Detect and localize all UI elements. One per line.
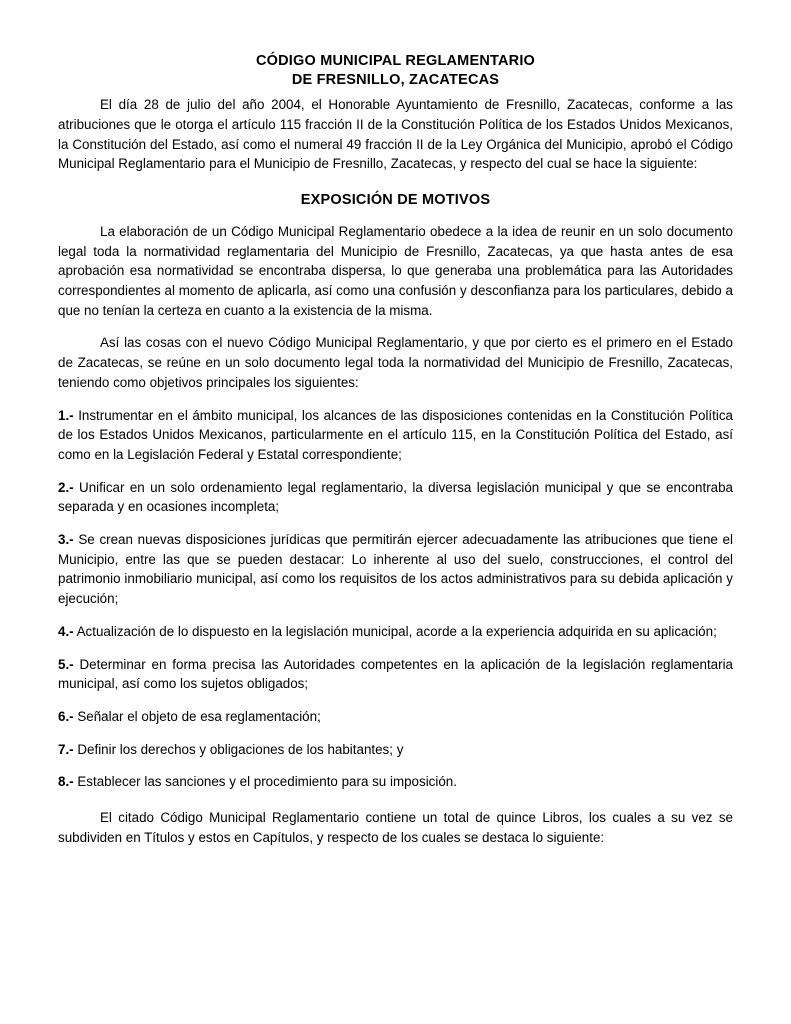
objective-text: Señalar el objeto de esa reglamentación;: [73, 708, 321, 724]
objective-item: [58, 622, 733, 642]
page-title: [58, 52, 733, 89]
objective-text: Determinar en forma precisa las Autoridades competentes en la aplicación de la legislación reglamentaria municipal, así como los sujetos obligados;: [58, 656, 733, 692]
objective-text: Se crean nuevas disposiciones jurídicas que permitirán ejercer adecuadamente las atribuciones que tiene el Municipio, entre las que se pueden destacar: Lo inherente al uso del suelo, construcciones, el control del patrimonio inmobiliario municipal, así como los requisitos de los actos administrativos para su debida aplicación y ejecución;: [58, 532, 733, 607]
objective-number: 6.-: [58, 708, 74, 724]
objective-number: 7.-: [58, 741, 74, 757]
objective-text: Establecer las sanciones y el procedimiento para su imposición.: [73, 774, 457, 790]
objective-text: Instrumentar en el ámbito municipal, los alcances de las disposiciones contenidas en la Constitución Política de los Estados Unidos Mexicanos, particularmente en el artículo 115, en la Constitución Política del Estado, así como en la Legislación Federal y Estatal correspondiente;: [58, 407, 733, 462]
objective-item: [58, 655, 733, 694]
objective-text: Unificar en un solo ordenamiento legal reglamentario, la diversa legislación municipal y que se encontraba separada y en ocasiones incompleta;: [58, 479, 733, 515]
objective-number: 1.-: [58, 407, 74, 423]
paragraph-1: La elaboración de un Código Municipal Reglamentario obedece a la idea de reunir en un solo documento legal toda la normatividad reglamentaria del Municipio de Fresnillo, Zacatecas, ya que hasta antes de esa aprobación esa normatividad se encontraba dispersa, lo que generaba una problemática para las Autoridades correspondientes al momento de aplicarla, así como una confusión y desconfianza para los particulares, debido a que no tenían la certeza en cuanto a la existencia de la misma.: [58, 223, 733, 318]
objective-item: [58, 740, 733, 760]
objective-item: [58, 772, 733, 792]
objective-item: [58, 478, 733, 517]
paragraph-2: Así las cosas con el nuevo Código Municipal Reglamentario, y que por cierto es el primero en el Estado de Zacatecas, se reúne en un solo documento legal toda la normatividad del Municipio de Fresnillo, Zacatecas, teniendo como objetivos principales los siguientes:: [58, 335, 733, 390]
objective-item: [58, 530, 733, 609]
objective-text: Actualización de lo dispuesto en la legislación municipal, acorde a la experiencia adquirida en su aplicación;: [73, 623, 717, 639]
objective-number: 5.-: [58, 656, 74, 672]
section-heading-exposicion: EXPOSICIÓN DE MOTIVOS: [300, 191, 491, 208]
page-title-line-1: CÓDIGO MUNICIPAL REGLAMENTARIO: [255, 53, 536, 69]
objective-item: [58, 406, 733, 465]
objective-number: 4.-: [58, 623, 74, 639]
objective-text: Definir los derechos y obligaciones de los habitantes; y: [73, 741, 404, 757]
objective-number: 3.-: [58, 532, 74, 548]
objective-number: 2.-: [58, 479, 74, 495]
closing-paragraph: El citado Código Municipal Reglamentario contiene un total de quince Libros, los cuales a su vez se subdividen en Títulos y estos en Capítulos, y respecto de los cuales se destaca lo siguiente:: [58, 810, 733, 845]
intro-paragraph: El día 28 de julio del año 2004, el Honorable Ayuntamiento de Fresnillo, Zacatecas, conforme a las atribuciones que le otorga el artículo 115 fracción II de la Constitución Política de los Estados Unidos Mexicanos, la Constitución del Estado, así como el numeral 49 fracción II de la Ley Orgánica del Municipio, aprobó el Código Municipal Reglamentario para el Municipio de Fresnillo, Zacatecas, y respecto del cual se hace la siguiente:: [58, 97, 733, 172]
objective-number: 8.-: [58, 774, 74, 790]
page-title-line-2: DE FRESNILLO, ZACATECAS: [291, 71, 500, 88]
objective-item: [58, 707, 733, 727]
